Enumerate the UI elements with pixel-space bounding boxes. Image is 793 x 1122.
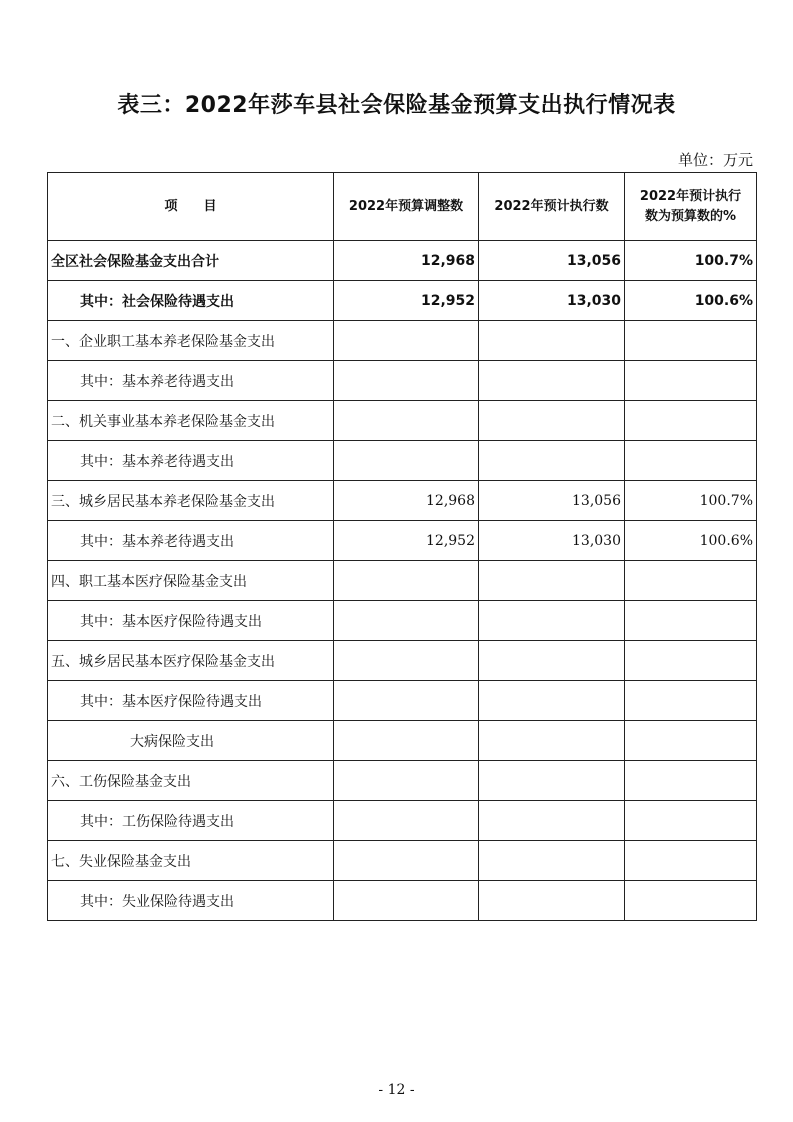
ratio-cell [625, 641, 757, 681]
unit-label: 单位：万元 [677, 151, 753, 169]
expected-cell: 13,056 [479, 241, 625, 281]
row-label: 五、城乡居民基本医疗保险基金支出 [48, 641, 334, 681]
row-label: 六、工伤保险基金支出 [48, 761, 334, 801]
expected-cell [479, 681, 625, 721]
budget-cell [334, 641, 479, 681]
table-row [48, 561, 757, 601]
table-row [48, 881, 757, 921]
table-row [48, 401, 757, 441]
ratio-cell [625, 761, 757, 801]
table-row [48, 521, 757, 561]
row-label: 其中：基本养老待遇支出 [48, 521, 334, 561]
budget-cell [334, 681, 479, 721]
ratio-cell [625, 681, 757, 721]
table-row [48, 801, 757, 841]
expected-cell [479, 761, 625, 801]
table-row [48, 281, 757, 321]
table-row [48, 841, 757, 881]
table-row [48, 641, 757, 681]
budget-cell [334, 441, 479, 481]
table-row [48, 721, 757, 761]
expenditure-table [47, 172, 757, 921]
budget-cell [334, 321, 479, 361]
budget-cell [334, 801, 479, 841]
header-expected-execution: 2022年预计执行数 [479, 173, 625, 241]
header-item: 项 目 [48, 173, 334, 241]
row-label: 大病保险支出 [48, 721, 334, 761]
ratio-cell [625, 321, 757, 361]
ratio-cell [625, 561, 757, 601]
budget-cell [334, 601, 479, 641]
ratio-cell [625, 441, 757, 481]
row-label: 二、机关事业基本养老保险基金支出 [48, 401, 334, 441]
row-label: 其中：社会保险待遇支出 [48, 281, 334, 321]
ratio-cell [625, 721, 757, 761]
table-row [48, 241, 757, 281]
table-row [48, 601, 757, 641]
header-budget-adjusted: 2022年预算调整数 [334, 173, 479, 241]
ratio-cell [625, 361, 757, 401]
ratio-cell: 100.7% [625, 241, 757, 281]
expected-cell: 13,056 [479, 481, 625, 521]
row-label: 七、失业保险基金支出 [48, 841, 334, 881]
budget-cell [334, 761, 479, 801]
budget-cell: 12,968 [334, 481, 479, 521]
table-header-row [48, 173, 757, 241]
row-label: 其中：工伤保险待遇支出 [48, 801, 334, 841]
expected-cell [479, 361, 625, 401]
budget-cell [334, 841, 479, 881]
expected-cell [479, 601, 625, 641]
budget-cell: 12,952 [334, 281, 479, 321]
expected-cell [479, 321, 625, 361]
row-label: 一、企业职工基本养老保险基金支出 [48, 321, 334, 361]
ratio-cell: 100.6% [625, 521, 757, 561]
expected-cell [479, 641, 625, 681]
page-number: - 12 - [378, 1082, 415, 1098]
header-ratio-line2: 数为预算数的% [644, 208, 737, 224]
table-row [48, 321, 757, 361]
expected-cell: 13,030 [479, 521, 625, 561]
expected-cell: 13,030 [479, 281, 625, 321]
budget-cell [334, 361, 479, 401]
row-label: 四、职工基本医疗保险基金支出 [48, 561, 334, 601]
budget-cell: 12,968 [334, 241, 479, 281]
expected-cell [479, 441, 625, 481]
budget-cell [334, 561, 479, 601]
budget-cell [334, 721, 479, 761]
page-title: 表三：2022年莎车县社会保险基金预算支出执行情况表 [117, 93, 676, 118]
table-row [48, 441, 757, 481]
row-label: 其中：基本医疗保险待遇支出 [48, 681, 334, 721]
header-ratio-line1: 2022年预计执行 [639, 188, 742, 204]
ratio-cell [625, 881, 757, 921]
budget-cell [334, 401, 479, 441]
ratio-cell: 100.7% [625, 481, 757, 521]
budget-cell: 12,952 [334, 521, 479, 561]
expected-cell [479, 801, 625, 841]
ratio-cell [625, 801, 757, 841]
table-row [48, 361, 757, 401]
row-label: 其中：失业保险待遇支出 [48, 881, 334, 921]
expected-cell [479, 841, 625, 881]
ratio-cell [625, 601, 757, 641]
budget-cell [334, 881, 479, 921]
table-row [48, 761, 757, 801]
row-label: 三、城乡居民基本养老保险基金支出 [48, 481, 334, 521]
header-execution-ratio [625, 173, 757, 241]
expected-cell [479, 401, 625, 441]
ratio-cell [625, 841, 757, 881]
row-label: 全区社会保险基金支出合计 [48, 241, 334, 281]
row-label: 其中：基本养老待遇支出 [48, 441, 334, 481]
ratio-cell [625, 401, 757, 441]
expected-cell [479, 881, 625, 921]
row-label: 其中：基本养老待遇支出 [48, 361, 334, 401]
table-row [48, 481, 757, 521]
ratio-cell: 100.6% [625, 281, 757, 321]
expected-cell [479, 561, 625, 601]
expected-cell [479, 721, 625, 761]
table-row [48, 681, 757, 721]
row-label: 其中：基本医疗保险待遇支出 [48, 601, 334, 641]
